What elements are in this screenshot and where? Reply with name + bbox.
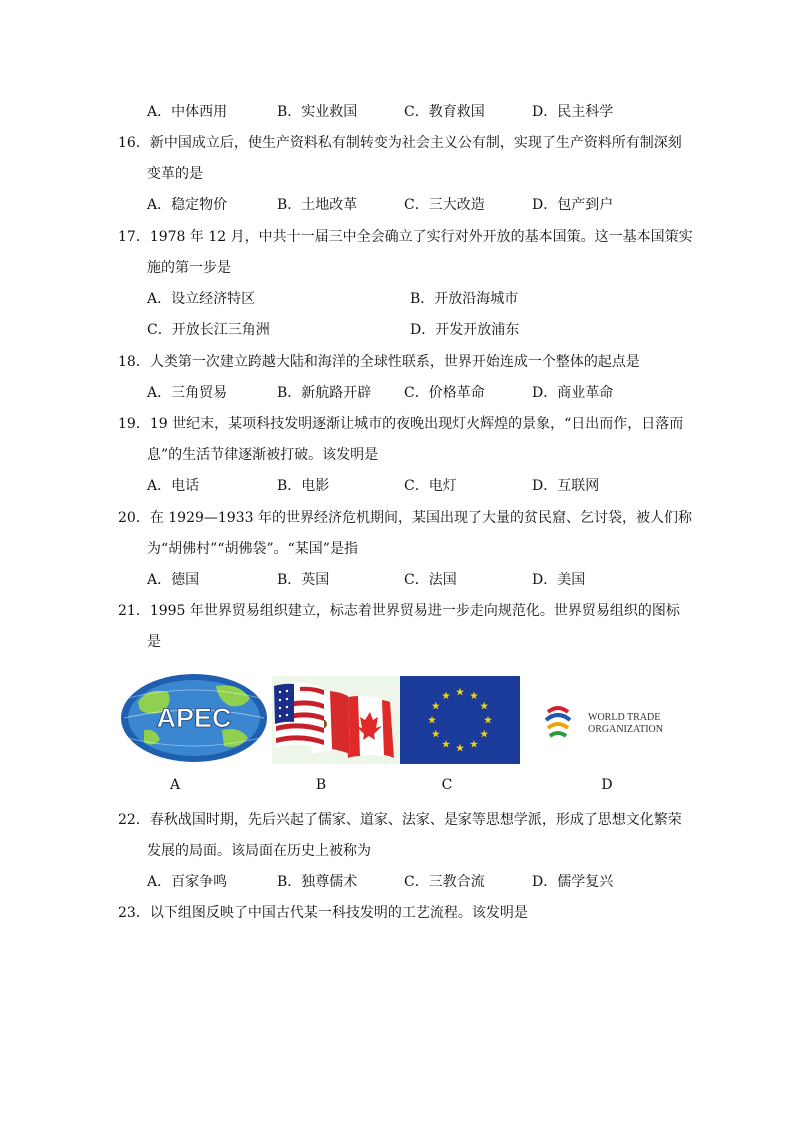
q16-option-c: C．三大改造 [404,197,485,213]
image-caption-a: A [169,777,181,793]
q19-option-b: B．电影 [277,478,330,494]
q19-stem-line2: 息”的生活节律逐渐被打破。该发明是 [147,447,379,463]
q19-option-d: D．互联网 [532,478,600,494]
q19-stem-line1: 19．19 世纪末，某项科技发明逐渐让城市的夜晚出现灯火辉煌的景象，“日出而作，日落而 [118,416,684,432]
q19-option-c: C．电灯 [404,478,457,494]
wto-text-line1: WORLD TRADE [588,712,661,723]
q17-stem-line1: 17．1978 年 12 月，中共十一届三中全会确立了实行对外开放的基本国策。这一基本国策实 [118,229,693,245]
q15-option-c: C．教育救国 [404,104,485,120]
q22-option-c: C．三教合流 [404,874,485,890]
wto-text-line2: ORGANIZATION [588,724,663,735]
q22-option-b: B．独尊儒术 [277,874,358,890]
q18-option-c: C．价格革命 [404,385,485,401]
q17-option-d: D．开发开放浦东 [410,322,520,338]
q16-option-d: D．包产到户 [532,197,614,213]
q15-option-d: D．民主科学 [532,104,614,120]
q15-option-a: A．中体西用 [147,104,228,120]
q18-option-d: D．商业革命 [532,385,614,401]
q20-stem-line1: 20．在 1929—1933 年的世界经济危机期间，某国出现了大量的贫民窟、乞讨袋，被人们称 [118,510,692,526]
q22-stem-line2: 发展的局面。该局面在历史上被称为 [147,843,371,859]
q21-stem-line2: 是 [147,634,161,650]
wto-logo-image [540,690,680,750]
q16-option-b: B．土地改革 [277,197,358,213]
q18-option-a: A．三角贸易 [147,385,228,401]
q22-stem-line1: 22．春秋战国时期，先后兴起了儒家、道家、法家、是家等思想学派，形成了思想文化繁荣 [118,812,682,828]
apec-logo-image [118,672,270,764]
q17-option-b: B．开放沿海城市 [410,291,519,307]
q18-option-b: B．新航路开辟 [277,385,372,401]
q23-stem-line1: 23．以下组图反映了中国古代某一科技发明的工艺流程。该发明是 [118,905,528,921]
q16-option-a: A．稳定物价 [147,197,228,213]
eu-flag-image [400,676,520,764]
q17-option-a: A．设立经济特区 [147,291,256,307]
q16-stem-line1: 16．新中国成立后，使生产资料私有制转变为社会主义公有制，实现了生产资料所有制深刻 [118,135,682,151]
q17-option-c: C．开放长江三角洲 [147,322,270,338]
apec-text: APEC [156,703,232,733]
q18-stem-line1: 18．人类第一次建立跨越大陆和海洋的全球性联系，世界开始连成一个整体的起点是 [118,354,640,370]
image-caption-b: B [315,777,327,793]
q20-option-a: A．德国 [147,572,200,588]
image-caption-c: C [441,777,453,793]
q20-option-c: C．法国 [404,572,457,588]
q22-option-d: D．儒学复兴 [532,874,614,890]
image-caption-d: D [601,777,613,793]
q20-option-b: B．英国 [277,572,330,588]
q22-option-a: A．百家争鸣 [147,874,228,890]
q17-stem-line2: 施的第一步是 [147,260,231,276]
q19-option-a: A．电话 [147,478,200,494]
q15-option-b: B．实业救国 [277,104,358,120]
q16-stem-line2: 变革的是 [147,166,203,182]
nafta-flags-image [272,676,400,764]
q20-option-d: D．美国 [532,572,586,588]
q20-stem-line2: 为“胡佛村”“胡佛袋”。“某国”是指 [147,541,358,557]
q21-stem-line1: 21．1995 年世界贸易组织建立，标志着世界贸易进一步走向规范化。世界贸易组织的图标 [118,603,680,619]
